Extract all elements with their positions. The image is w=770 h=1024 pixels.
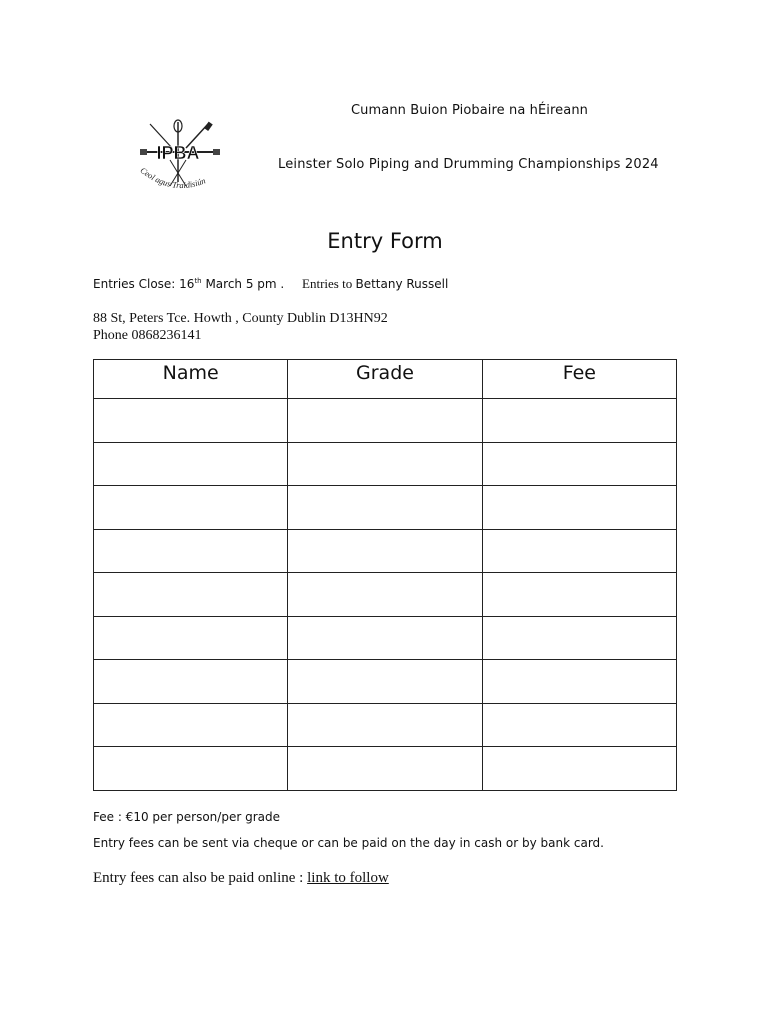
table-row	[94, 442, 677, 486]
fee-info: Fee : €10 per person/per grade	[93, 810, 280, 824]
phone-line: Phone 0868236141	[93, 328, 202, 343]
entries-close-line	[93, 276, 448, 292]
table-row	[94, 486, 677, 530]
table-row	[94, 399, 677, 443]
table-row	[94, 660, 677, 704]
column-header-name: Name	[94, 360, 288, 399]
grade-cell[interactable]	[288, 616, 482, 660]
ipba-logo	[130, 112, 230, 202]
entries-to-label: Entries to	[302, 276, 356, 291]
close-rest: March 5 pm .	[201, 277, 285, 291]
championship-title: Leinster Solo Piping and Drumming Championships 2024	[278, 157, 659, 172]
ipba-logo-icon	[130, 112, 230, 202]
organisation-name: Cumann Buion Piobaire na hÉireann	[351, 103, 588, 118]
grade-cell[interactable]	[288, 399, 482, 443]
name-cell[interactable]	[94, 660, 288, 704]
entry-table	[93, 359, 677, 791]
name-cell[interactable]	[94, 573, 288, 617]
grade-cell[interactable]	[288, 573, 482, 617]
close-ordinal: th	[194, 277, 202, 285]
page-title: Entry Form	[327, 229, 443, 253]
address-line: 88 St, Peters Tce. Howth , County Dublin D13HN92	[93, 311, 388, 326]
column-header-grade: Grade	[288, 360, 482, 399]
entries-to-name: Bettany Russell	[355, 277, 449, 291]
close-prefix: Entries Close: 16	[93, 277, 195, 291]
payment-note: Entry fees can be sent via cheque or can be paid on the day in cash or by bank card.	[93, 836, 604, 850]
fee-cell[interactable]	[482, 573, 676, 617]
fee-cell[interactable]	[482, 399, 676, 443]
grade-cell[interactable]	[288, 486, 482, 530]
name-cell[interactable]	[94, 399, 288, 443]
fee-cell[interactable]	[482, 660, 676, 704]
online-payment-line	[93, 870, 389, 887]
fee-cell[interactable]	[482, 486, 676, 530]
grade-cell[interactable]	[288, 703, 482, 747]
fee-cell[interactable]	[482, 747, 676, 791]
name-cell[interactable]	[94, 703, 288, 747]
column-header-fee: Fee	[482, 360, 676, 399]
grade-cell[interactable]	[288, 442, 482, 486]
grade-cell[interactable]	[288, 660, 482, 704]
table-row	[94, 529, 677, 573]
table-row	[94, 703, 677, 747]
grade-cell[interactable]	[288, 529, 482, 573]
name-cell[interactable]	[94, 442, 288, 486]
table-row	[94, 747, 677, 791]
logo-acronym: IPBA	[156, 143, 200, 163]
online-payment-link[interactable]: link to follow	[307, 870, 389, 886]
table-row	[94, 616, 677, 660]
name-cell[interactable]	[94, 486, 288, 530]
fee-cell[interactable]	[482, 703, 676, 747]
logo-motto: Ceol agus Traidisiún	[138, 165, 207, 191]
address-block	[93, 310, 388, 344]
fee-cell[interactable]	[482, 529, 676, 573]
name-cell[interactable]	[94, 616, 288, 660]
name-cell[interactable]	[94, 529, 288, 573]
fee-cell[interactable]	[482, 442, 676, 486]
grade-cell[interactable]	[288, 747, 482, 791]
entries-to	[302, 276, 448, 291]
fee-cell[interactable]	[482, 616, 676, 660]
name-cell[interactable]	[94, 747, 288, 791]
table-row	[94, 573, 677, 617]
online-payment-label: Entry fees can also be paid online :	[93, 870, 308, 886]
table-header-row	[94, 360, 677, 399]
